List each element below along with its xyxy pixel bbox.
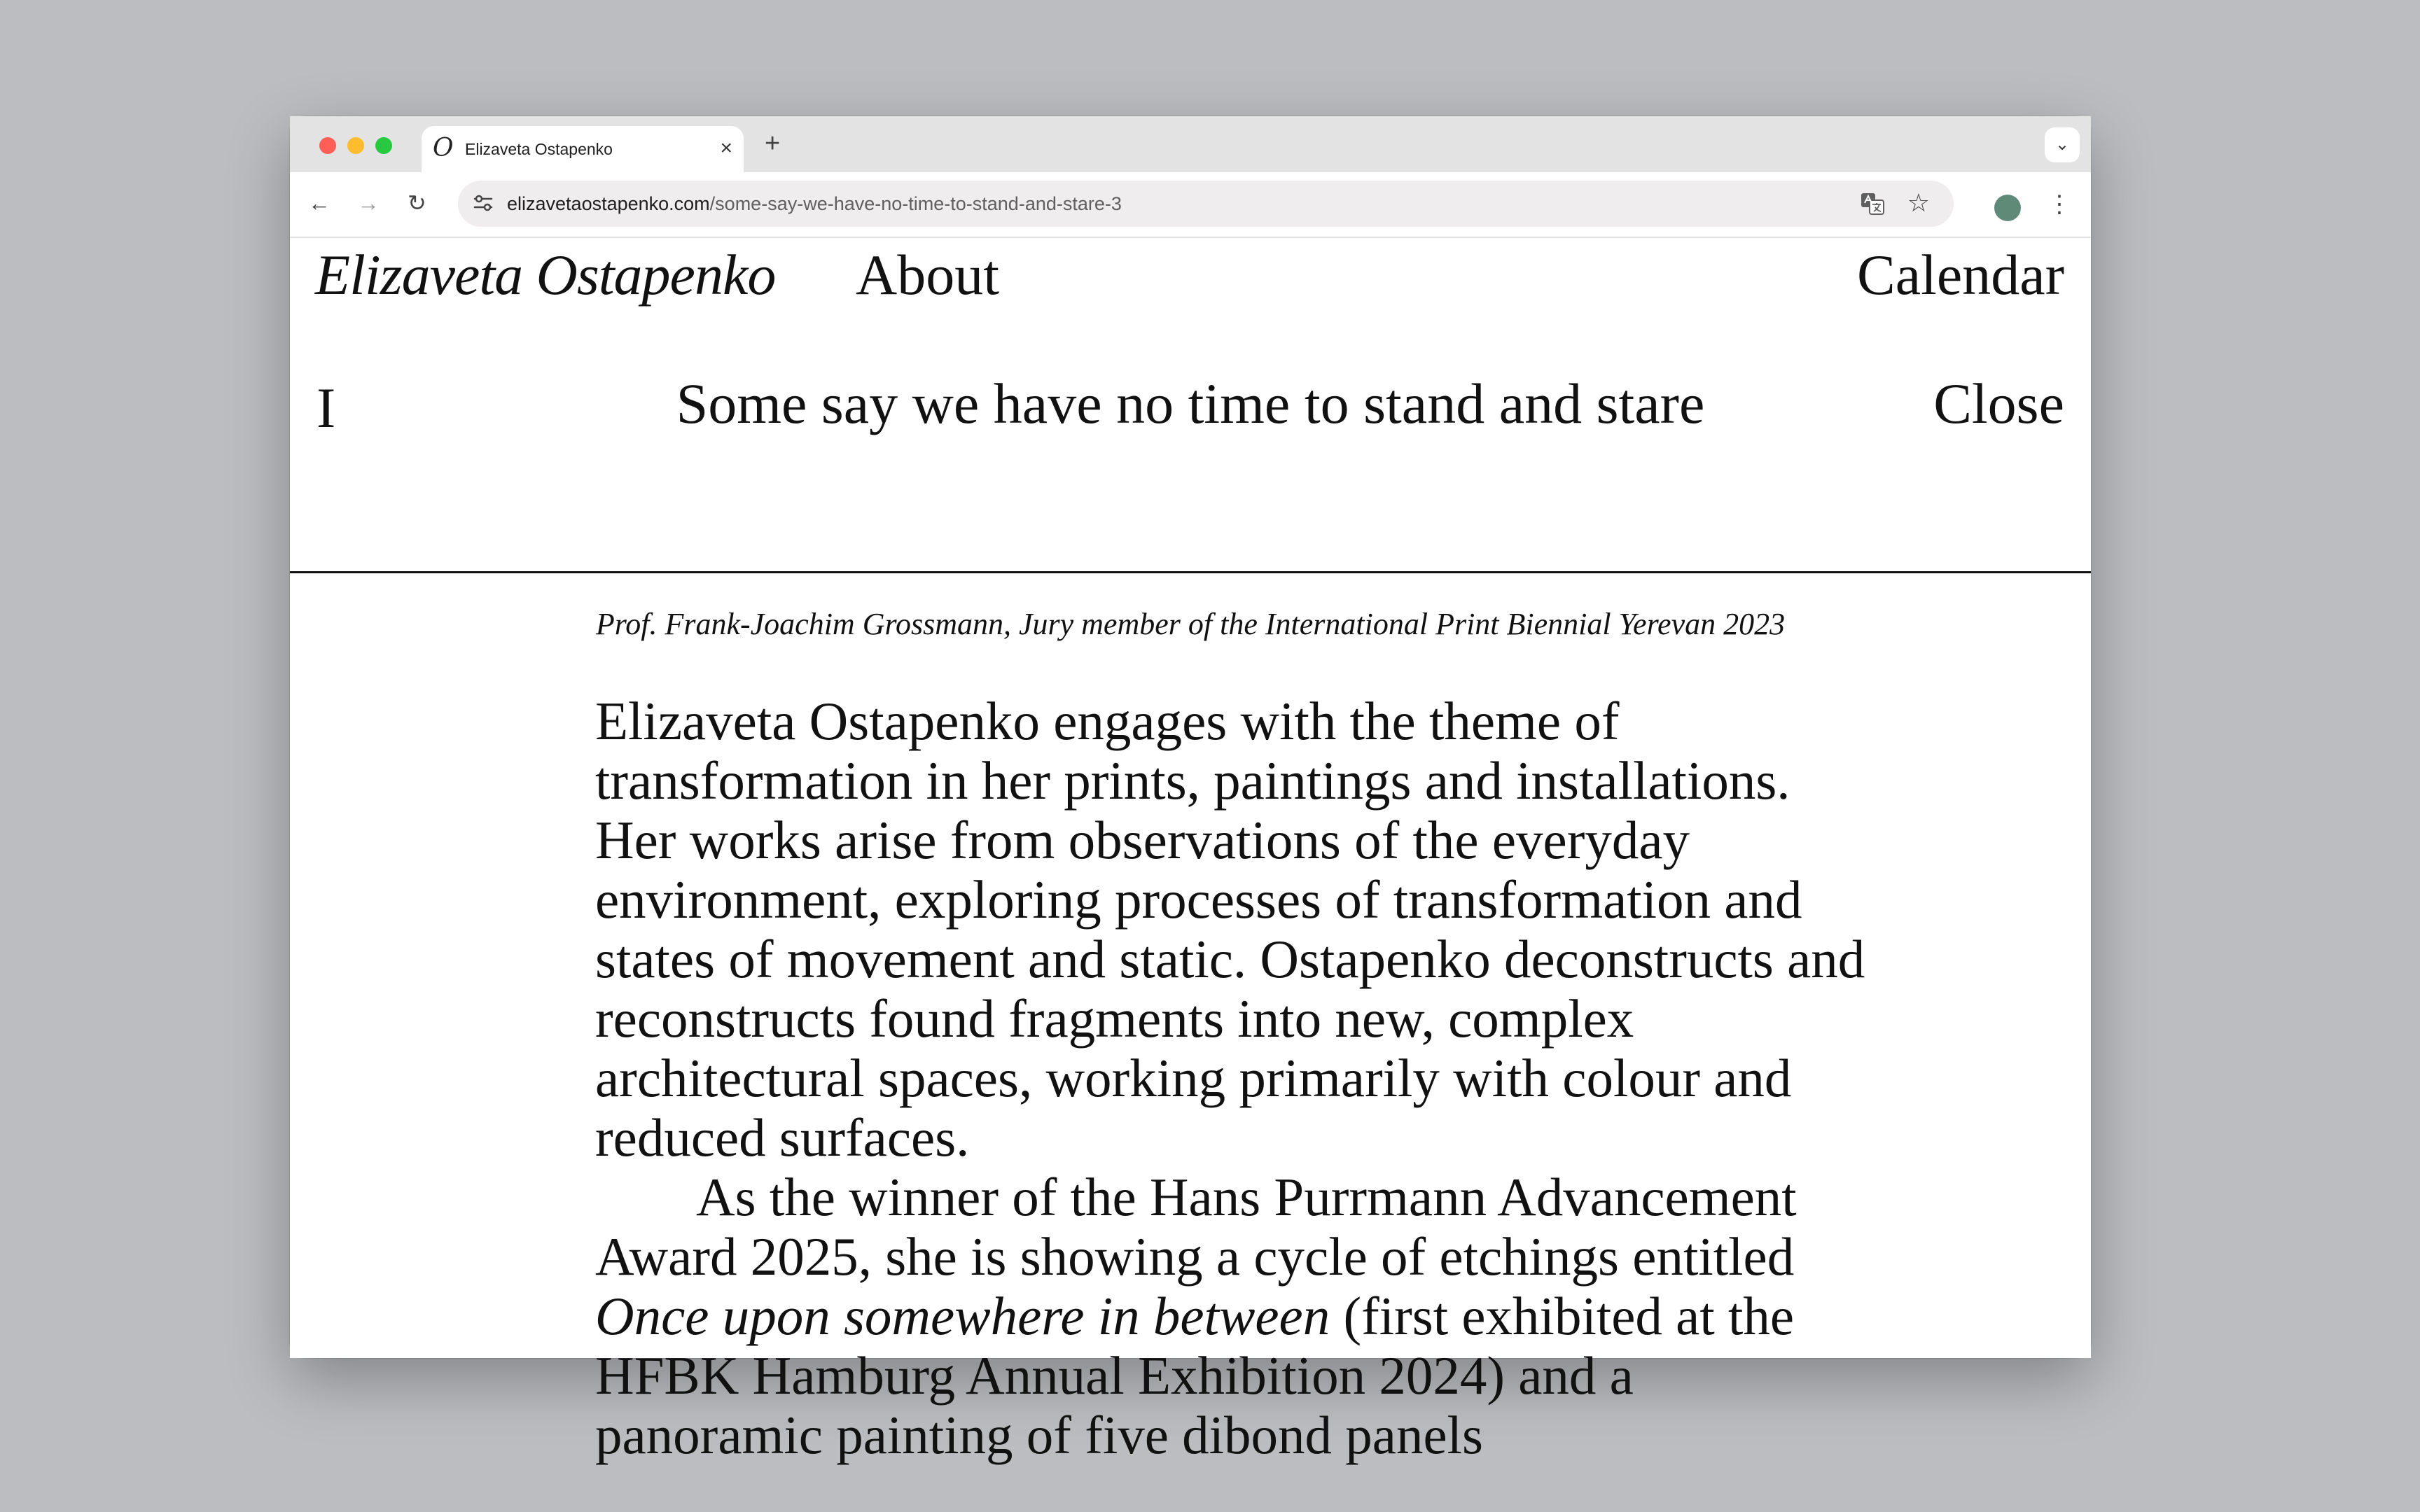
close-window-button[interactable] — [319, 137, 336, 154]
browser-toolbar — [290, 172, 2091, 238]
url-path: /some-say-we-have-no-time-to-stand-and-stare-3 — [709, 193, 1122, 214]
minimize-window-button[interactable] — [347, 137, 364, 154]
reload-icon[interactable]: ↻ — [408, 190, 426, 216]
article-byline: Prof. Frank-Joachim Grossmann, Jury member of the International Print Biennial Yerevan 2023 — [595, 607, 1786, 641]
tab-strip — [290, 116, 2091, 172]
browser-window — [290, 116, 2091, 1465]
bookmark-star-icon[interactable]: ☆ — [1907, 188, 1930, 217]
tab-title: Elizaveta Ostapenko — [465, 140, 613, 158]
site-settings-icon[interactable] — [471, 190, 496, 216]
profile-avatar[interactable] — [1994, 195, 2021, 221]
tab-active[interactable] — [422, 126, 744, 172]
paragraph-1: Elizaveta Ostapenko engages with the theme of transformation in her prints, paintings and installations. Her works arise from observations of the everyday environment, exploring processes of transformation and states of movement and static. Ostapenko deconstructs and reconstructs found fragments into new, complex architectural spaces, working primarily with colour and reduced surfaces. — [595, 691, 1865, 1168]
tab-close-icon[interactable]: × — [720, 136, 732, 160]
divider — [290, 571, 2091, 573]
site-brand-link[interactable]: Elizaveta Ostapenko — [315, 243, 776, 307]
page-content — [290, 238, 2091, 1465]
artwork-title: Once upon somewhere in between — [595, 1286, 1330, 1346]
translate-icon[interactable] — [1860, 192, 1885, 216]
back-arrow-icon[interactable]: ← — [308, 190, 331, 216]
article-title: Some say we have no time to stand and stare — [676, 372, 1705, 435]
url-domain: elizavetaostapenko.com — [507, 193, 710, 214]
url-text[interactable] — [507, 193, 1122, 215]
favicon-icon: O — [433, 134, 454, 162]
nav-calendar-link[interactable]: Calendar — [1857, 243, 2064, 307]
section-number: I — [317, 376, 336, 440]
tab-search-chevron-icon[interactable]: ⌄ — [2045, 127, 2080, 162]
forward-arrow-icon[interactable]: → — [357, 190, 380, 216]
new-tab-button[interactable]: + — [765, 129, 781, 158]
article-body — [595, 692, 1870, 1465]
nav-about-link[interactable]: About — [856, 243, 999, 307]
paragraph-2-tail: (first exhibited at the HFBK Hamburg Annual Exhibition 2024) and a panoramic painting of five dibond panels — [595, 1286, 1795, 1465]
menu-dots-icon[interactable]: ⋮ — [2047, 191, 2071, 218]
paragraph-2 — [595, 1168, 1870, 1465]
paragraph-2-lead: As the winner of the Hans Purrmann Advancement Award 2025, she is showing a cycle of etchings entitled — [595, 1167, 1797, 1287]
maximize-window-button[interactable] — [375, 137, 392, 154]
close-link[interactable]: Close — [1933, 372, 2064, 435]
address-bar[interactable] — [458, 181, 1954, 227]
